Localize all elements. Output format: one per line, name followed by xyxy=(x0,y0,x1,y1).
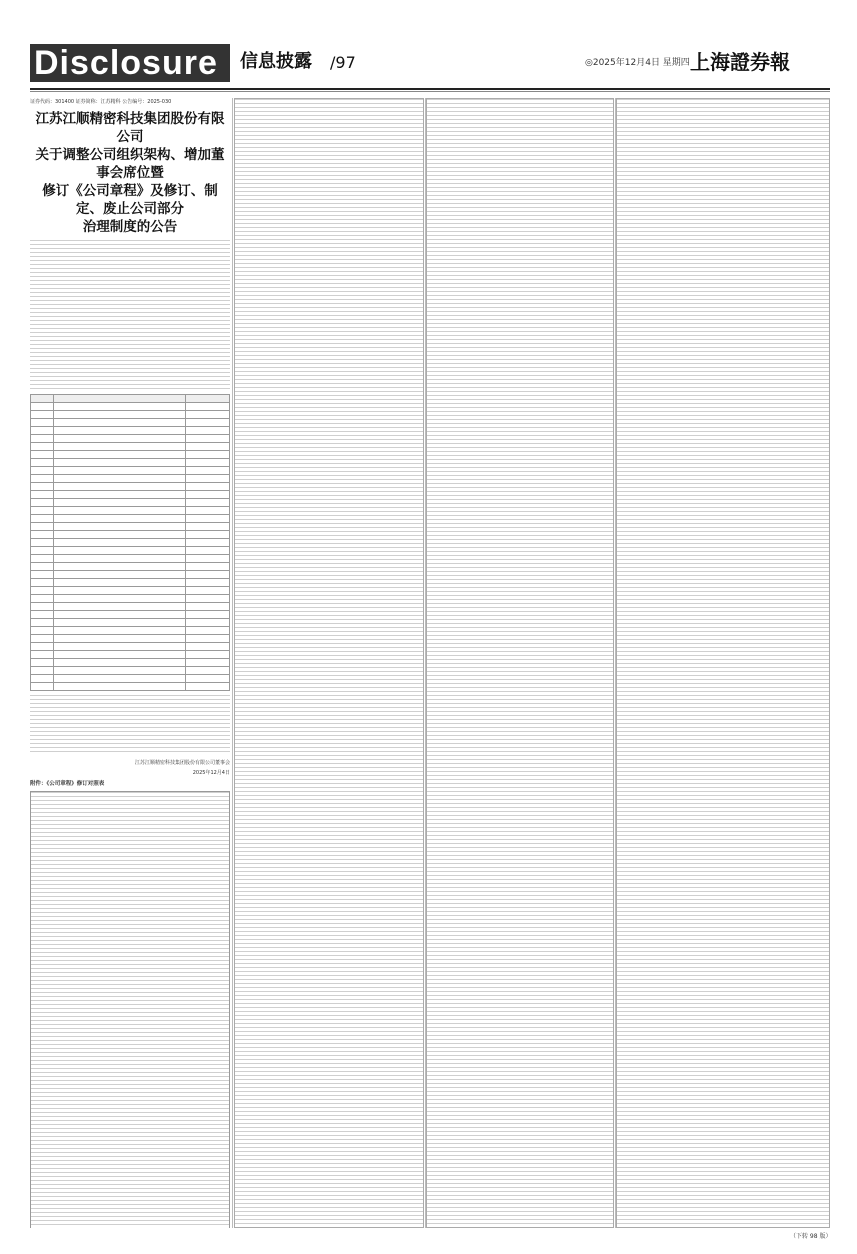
body-text-block xyxy=(30,240,230,390)
table-body xyxy=(30,791,230,1228)
column-2 xyxy=(234,98,424,1228)
comparison-table-continued xyxy=(234,98,424,1228)
headline-line: 关于调整公司组织架构、增加董事会席位暨 xyxy=(35,147,225,181)
masthead xyxy=(30,40,830,84)
body-text-block xyxy=(30,695,230,755)
header-rule xyxy=(30,88,830,90)
section-title: 信息披露 xyxy=(240,51,312,72)
issue-date-text: 2025年12月4日 星期四 xyxy=(592,58,690,68)
signoff-company: 江苏江顺精密科技集团股份有限公司董事会 xyxy=(134,760,230,766)
attachment-title: 附件：《公司章程》修订对照表 xyxy=(30,781,105,787)
header-rule-thin xyxy=(30,91,830,92)
announcement-codes: 证券代码：301400 证券简称：江苏精科 公告编号：2025-030 xyxy=(30,99,172,105)
column-divider xyxy=(232,98,233,1228)
column-3 xyxy=(426,98,614,1228)
newspaper-name: 上海證券報 xyxy=(690,50,790,74)
headline-line: 江苏江顺精密科技集团股份有限公司 xyxy=(35,111,225,145)
column-1 xyxy=(30,98,230,1228)
brand-logo: Disclosure xyxy=(30,44,230,82)
charter-comparison-table xyxy=(30,791,230,1228)
comparison-table-continued xyxy=(426,98,614,1228)
system-revision-table xyxy=(30,394,230,691)
headline-line: 修订《公司章程》及修订、制定、废止公司部分 xyxy=(42,183,218,217)
comparison-table-continued xyxy=(616,98,830,1228)
signoff-date: 2025年12月4日 xyxy=(192,770,230,776)
issue-date: ◎2025年12月4日 星期四 xyxy=(585,58,690,68)
page-number: /97 xyxy=(330,53,356,72)
column-4 xyxy=(616,98,830,1228)
continued-note: （下转 98 版） xyxy=(790,1233,832,1240)
announcement-headline xyxy=(30,110,230,236)
headline-line: 治理制度的公告 xyxy=(82,219,178,235)
